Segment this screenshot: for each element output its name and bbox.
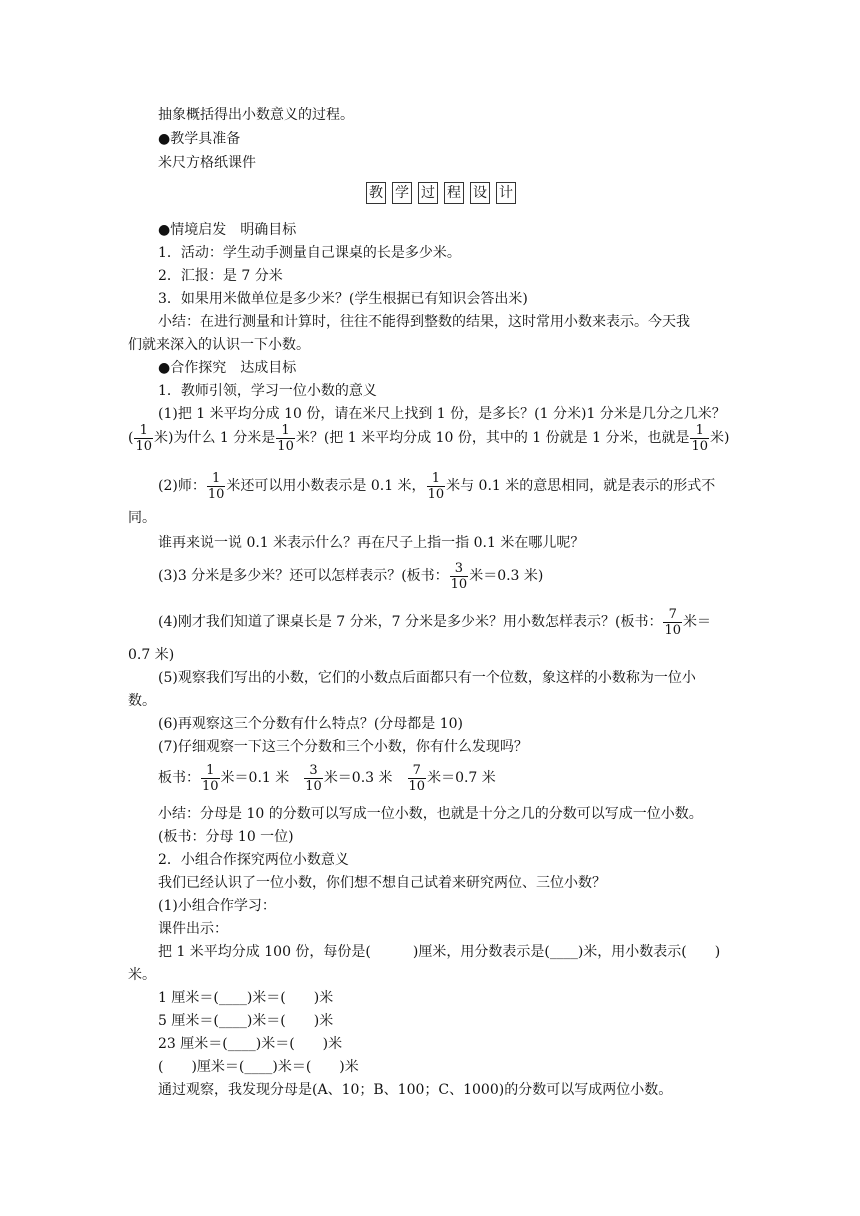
denominator: 10 xyxy=(305,778,322,794)
text-line: 2．汇报：是 7 分米 xyxy=(158,268,283,284)
text-span: 米？(把 1 米平均分成 10 份，其中的 1 份就是 1 分米，也就是 xyxy=(295,430,690,446)
text-line: 5 厘米＝(____)米＝( )米 xyxy=(158,1013,334,1029)
text-line: (5)观察我们写出的小数，它们的小数点后面都只有一个位数，象这样的小数称为一位小 xyxy=(158,670,696,686)
text-line: 1．活动：学生动手测量自己课桌的长是多少米。 xyxy=(158,245,461,261)
text-line: ( )厘米＝(____)米＝( )米 xyxy=(158,1059,359,1075)
numerator: 3 xyxy=(450,561,469,577)
text-span: 米＝0.7 米 xyxy=(427,770,496,786)
numerator: 7 xyxy=(663,607,682,623)
text-line: (1)小组合作学习： xyxy=(158,898,276,914)
text-span: 板书： xyxy=(158,770,200,786)
text-line: 们就来深入的认识一下小数。 xyxy=(128,337,310,353)
text-line: 0.7 米) xyxy=(128,647,175,663)
denominator: 10 xyxy=(450,576,468,592)
text-line: 小结：分母是 10 的分数可以写成一位小数，也就是十分之几的分数可以写成一位小数。 xyxy=(158,806,703,822)
numerator: 3 xyxy=(304,763,323,779)
text-line: (板书：分母 10 一位) xyxy=(158,829,294,845)
text-line-with-fractions xyxy=(158,558,543,594)
text-line: 我们已经认识了一位小数，你们想不想自己试着来研究两位、三位小数？ xyxy=(158,875,606,891)
text-line: 课件出示： xyxy=(158,921,228,937)
numerator: 1 xyxy=(207,471,226,487)
text-line: 谁再来说一说 0.1 米表示什么？再在尺子上指一指 0.1 米在哪儿呢？ xyxy=(158,535,585,551)
fraction xyxy=(663,607,682,638)
numerator: 1 xyxy=(134,423,153,439)
heading-char: 设 xyxy=(470,182,490,204)
fraction xyxy=(134,423,153,454)
text-line-with-fractions xyxy=(158,604,711,640)
text-line: 把 1 米平均分成 100 份，每份是( )厘米，用分数表示是(____)米，用小数表示( ) xyxy=(158,944,721,960)
numerator: 1 xyxy=(276,423,295,439)
text-line: (7)仔细观察一下这三个分数和三个小数，你有什么发现吗？ xyxy=(158,739,528,755)
text-span: 米) xyxy=(710,430,730,446)
text-line: 通过观察，我发现分母是(A、10；B、100；C、1000)的分数可以写成两位小数。 xyxy=(158,1082,673,1098)
heading-char: 过 xyxy=(418,182,438,204)
fraction xyxy=(201,763,220,794)
numerator: 1 xyxy=(201,763,220,779)
text-line: 抽象概括得出小数意义的过程。 xyxy=(158,107,354,123)
text-line: 1 厘米＝(____)米＝( )米 xyxy=(158,990,334,1006)
text-line: (6)再观察这三个分数有什么特点？(分母都是 10) xyxy=(158,716,464,732)
text-span: 米＝0.1 米 xyxy=(220,770,290,786)
text-span: 米＝ xyxy=(683,614,712,630)
text-span: (3)3 分米是多少米？还可以怎样表示？(板书： xyxy=(158,568,449,584)
fraction xyxy=(207,471,226,502)
denominator: 10 xyxy=(408,778,426,794)
text-line: 2．小组合作探究两位小数意义 xyxy=(158,852,349,868)
text-line: 1．教师引领，学习一位小数的意义 xyxy=(158,383,377,399)
section-heading-boxed xyxy=(366,182,522,204)
denominator: 10 xyxy=(135,438,153,454)
text-span: ( xyxy=(128,430,134,446)
text-line: 3．如果用米做单位是多少米？(学生根据已有知识会答出米) xyxy=(158,291,528,307)
fraction xyxy=(690,423,709,454)
text-line: 同。 xyxy=(128,510,156,526)
heading-char: 计 xyxy=(496,182,516,204)
text-line: 23 厘米＝(____)米＝( )米 xyxy=(158,1036,343,1052)
heading-char: 教 xyxy=(366,182,386,204)
section-bullet: ●教学具准备 xyxy=(158,131,241,147)
heading-char: 学 xyxy=(392,182,412,204)
heading-char: 程 xyxy=(444,182,464,204)
fraction xyxy=(276,423,295,454)
denominator: 10 xyxy=(664,622,682,638)
fraction xyxy=(427,471,446,502)
text-line: (1)把 1 米平均分成 10 份，请在米尺上找到 1 份，是多长？(1 分米)1 分米是几分之几米？ xyxy=(158,406,726,422)
text-span: 米)为什么 1 分米是 xyxy=(154,430,276,446)
text-line-with-fractions xyxy=(158,468,715,504)
text-span: (4)刚才我们知道了课桌长是 7 分米，7 分米是多少米？用小数怎样表示？(板书： xyxy=(158,614,663,630)
text-span: 米与 0.1 米的意思相同，就是表示的形式不 xyxy=(446,478,716,494)
section-bullet: ●情境启发 明确目标 xyxy=(158,222,297,238)
text-span: (2)师： xyxy=(158,478,206,494)
denominator: 10 xyxy=(427,486,445,502)
denominator: 10 xyxy=(207,486,225,502)
numerator: 7 xyxy=(408,763,427,779)
blackboard-fractions xyxy=(158,760,496,796)
text-line: 米。 xyxy=(128,967,156,983)
denominator: 10 xyxy=(277,438,294,454)
text-span: 米＝0.3 米 xyxy=(323,770,393,786)
text-line-with-fractions xyxy=(128,420,729,456)
fraction xyxy=(304,763,323,794)
text-span: 米还可以用小数表示是 0.1 米， xyxy=(226,478,426,494)
section-bullet: ●合作探究 达成目标 xyxy=(158,360,297,376)
denominator: 10 xyxy=(691,438,708,454)
denominator: 10 xyxy=(202,778,219,794)
text-span: 米＝0.3 米) xyxy=(469,568,544,584)
fraction xyxy=(450,561,469,592)
numerator: 1 xyxy=(690,423,709,439)
text-line: 数。 xyxy=(128,693,156,709)
numerator: 1 xyxy=(427,471,446,487)
text-line: 米尺方格纸课件 xyxy=(158,155,256,171)
text-line: 小结：在进行测量和计算时，往往不能得到整数的结果，这时常用小数来表示。今天我 xyxy=(158,314,690,330)
fraction xyxy=(408,763,427,794)
